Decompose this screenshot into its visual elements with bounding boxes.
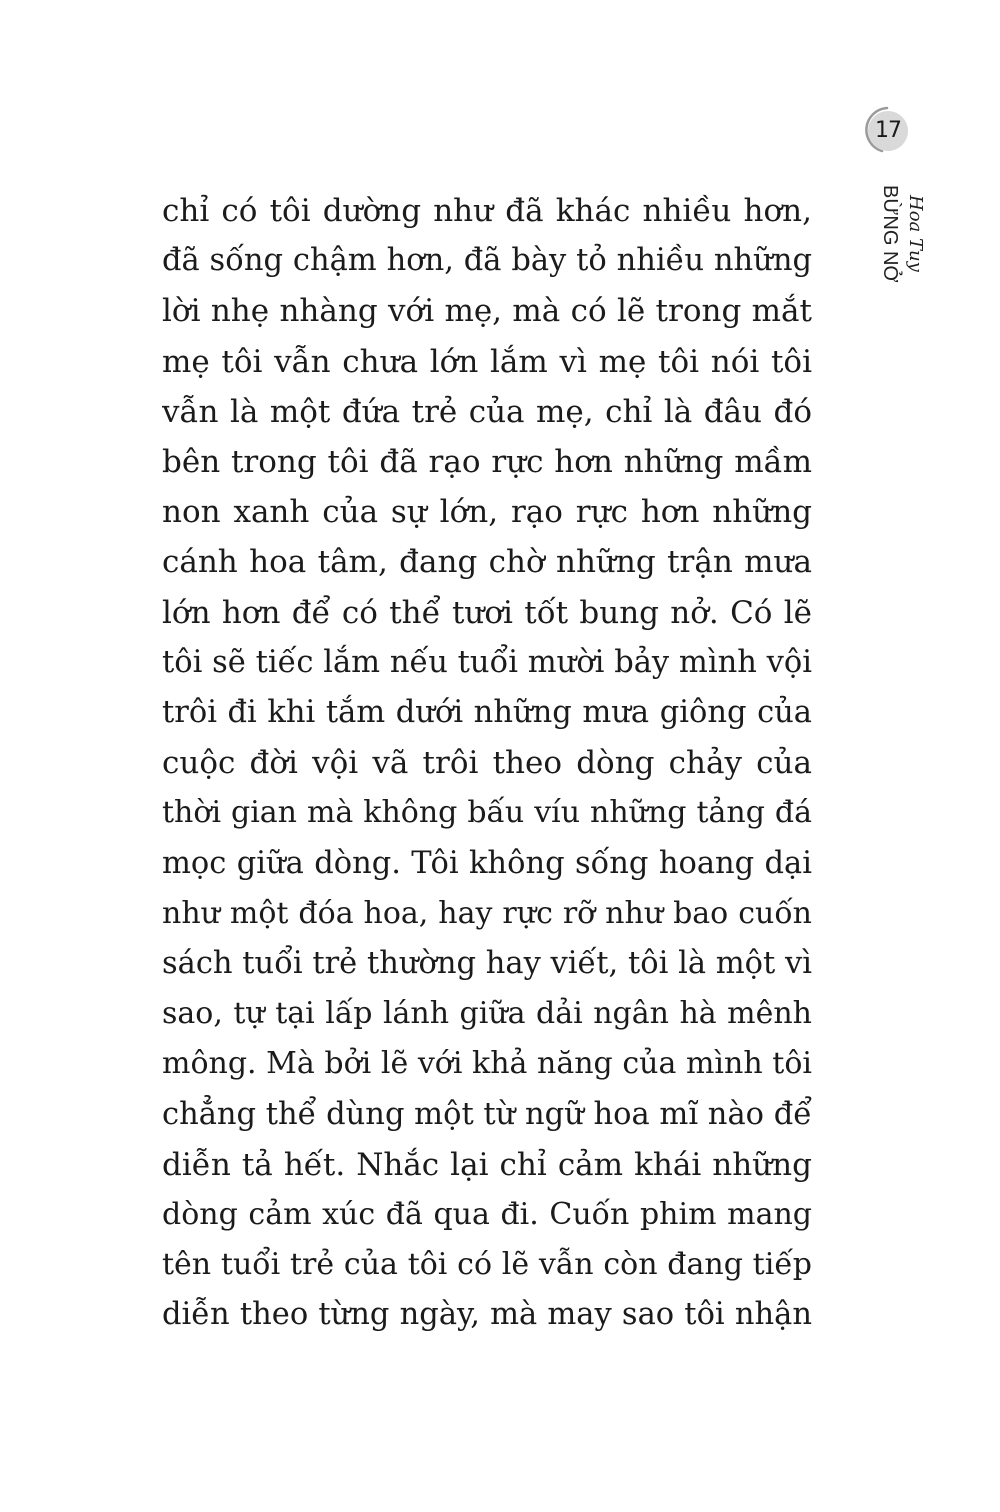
body-line: diễn tả hết. Nhắc lại chỉ cảm khái những — [162, 1146, 812, 1183]
body-line: như một đóa hoa, hay rực rỡ như bao cuốn — [162, 895, 812, 931]
body-line: tôi sẽ tiếc lắm nếu tuổi mười bảy mình vội — [162, 644, 812, 680]
body-text — [162, 186, 812, 1341]
body-line: sách tuổi trẻ thường hay viết, tôi là một vì — [162, 946, 812, 982]
body-line: dòng cảm xúc đã qua đi. Cuốn phim mang — [162, 1197, 812, 1233]
body-line: cánh hoa tâm, đang chờ những trận mưa — [162, 544, 812, 581]
page-number-badge — [862, 105, 912, 155]
body-line: lớn hơn để có thể tươi tốt bung nở. Có lẽ — [162, 594, 812, 631]
body-line: cuộc đời vội vã trôi theo dòng chảy của — [162, 745, 812, 782]
running-title-script: Hoa Tuy — [905, 195, 926, 272]
body-line: non xanh của sự lớn, rạo rực hơn những — [162, 494, 812, 531]
running-title-text: BỪNG NỞ — [879, 185, 901, 283]
body-line: lời nhẹ nhàng với mẹ, mà có lẽ trong mắt — [162, 293, 812, 330]
body-line: vẫn là một đứa trẻ của mẹ, chỉ là đâu đó — [162, 393, 812, 430]
body-line: sao, tự tại lấp lánh giữa dải ngân hà mênh — [162, 996, 812, 1032]
body-line: trôi đi khi tắm dưới những mưa giông của — [162, 695, 812, 731]
body-line: chẳng thể dùng một từ ngữ hoa mĩ nào để — [162, 1096, 812, 1132]
running-title — [868, 185, 928, 295]
body-line: bên trong tôi đã rạo rực hơn những mầm — [162, 444, 812, 481]
body-line: tên tuổi trẻ của tôi có lẽ vẫn còn đang tiếp — [162, 1247, 812, 1283]
body-line: thời gian mà không bấu víu những tảng đá — [162, 795, 812, 831]
body-line: mọc giữa dòng. Tôi không sống hoang dại — [162, 845, 812, 881]
page-number: 17 — [875, 118, 901, 143]
body-line: chỉ có tôi dường như đã khác nhiều hơn, — [162, 193, 812, 229]
body-line: diễn theo từng ngày, mà may sao tôi nhận — [162, 1297, 812, 1333]
body-line: mẹ tôi vẫn chưa lớn lắm vì mẹ tôi nói tôi — [162, 343, 812, 380]
body-line: đã sống chậm hơn, đã bày tỏ nhiều những — [162, 243, 812, 279]
body-line: mông. Mà bởi lẽ với khả năng của mình tôi — [162, 1046, 812, 1082]
